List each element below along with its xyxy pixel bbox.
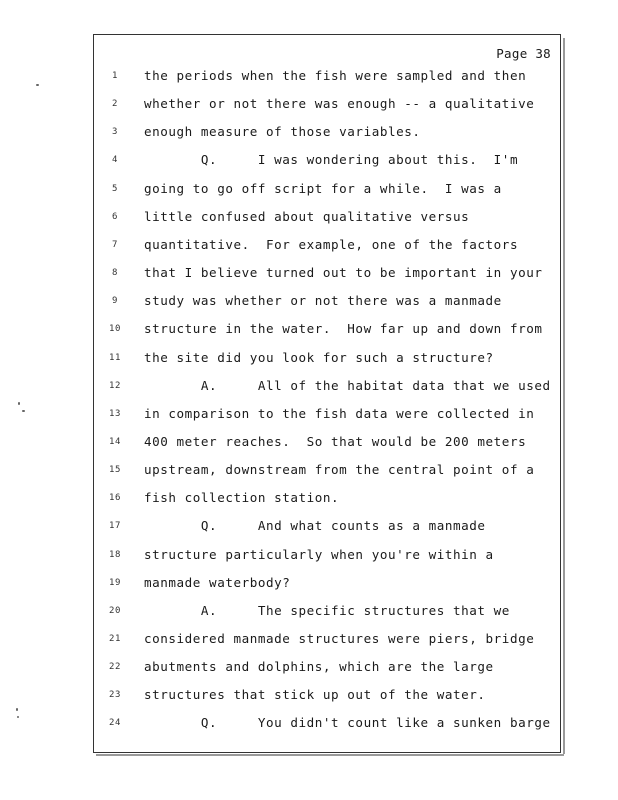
line-text: the site did you look for such a structure?: [144, 349, 494, 365]
transcript-line: [100, 629, 560, 649]
line-number: 16: [109, 493, 121, 504]
line-number: 20: [109, 605, 121, 616]
line-text: upstream, downstream from the central point of a: [144, 462, 535, 478]
line-text: structure particularly when you're within a: [144, 546, 494, 562]
page-border-shadow-right: [563, 38, 565, 754]
page-number-label: Page 38: [496, 46, 551, 61]
line-number: 8: [112, 268, 118, 279]
transcript-line: [100, 713, 560, 733]
transcript-line: [100, 404, 560, 424]
line-number: 11: [109, 352, 121, 363]
line-text: enough measure of those variables.: [144, 124, 421, 140]
scan-speck: [18, 402, 20, 405]
line-number: 4: [112, 155, 118, 166]
transcript-line: [100, 207, 560, 227]
transcript-line: [100, 179, 560, 199]
scan-speck: [22, 410, 25, 412]
line-number: 1: [112, 71, 118, 81]
line-number: 10: [109, 324, 121, 335]
line-text: going to go off script for a while. I was a: [144, 180, 502, 196]
transcript-line: [100, 516, 560, 536]
transcript-line: [100, 545, 560, 565]
scan-speck: [17, 716, 19, 718]
transcript-line: [100, 122, 560, 142]
transcript-line: [100, 263, 560, 283]
scan-speck: [16, 708, 18, 711]
transcript-line: [100, 657, 560, 677]
transcript-line: [100, 319, 560, 339]
line-number: 24: [109, 718, 121, 729]
transcript-line: [100, 488, 560, 508]
line-number: 6: [112, 211, 118, 222]
transcript-line: [100, 66, 560, 86]
line-number: 7: [112, 239, 118, 250]
line-text: A. All of the habitat data that we used: [144, 377, 551, 393]
line-text: study was whether or not there was a manmade: [144, 293, 502, 309]
transcript-line: [100, 235, 560, 255]
transcript-line: [100, 432, 560, 452]
line-text: Q. You didn't count like a sunken barge: [144, 715, 551, 731]
line-number: 23: [109, 690, 121, 701]
line-text: structure in the water. How far up and down from: [144, 321, 543, 337]
transcript-line: [100, 376, 560, 396]
line-number: 21: [109, 634, 121, 644]
line-text: abutments and dolphins, which are the large: [144, 659, 494, 675]
line-text: little confused about qualitative versus: [144, 208, 470, 224]
line-number: 18: [109, 549, 121, 560]
line-text: 400 meter reaches. So that would be 200 meters: [144, 433, 527, 449]
transcript-line: [100, 601, 560, 621]
line-text: A. The specific structures that we: [144, 602, 510, 618]
line-text: quantitative. For example, one of the factors: [144, 236, 519, 252]
transcript-line: [100, 348, 560, 368]
line-text: the periods when the fish were sampled and then: [144, 68, 527, 83]
line-text: Q. And what counts as a manmade: [144, 518, 486, 534]
scan-speck: [36, 84, 39, 86]
line-number: 19: [109, 577, 121, 588]
transcript-line: [100, 685, 560, 705]
page-border-shadow-bottom: [96, 754, 564, 756]
line-number: 15: [109, 465, 121, 476]
line-text: in comparison to the fish data were collected in: [144, 405, 535, 421]
transcript-line: [100, 150, 560, 170]
line-number: 12: [109, 380, 121, 391]
transcript-line: [100, 460, 560, 480]
line-text: Q. I was wondering about this. I'm: [144, 152, 519, 168]
line-number: 22: [109, 662, 121, 673]
line-text: manmade waterbody?: [144, 574, 291, 590]
transcript-line: [100, 291, 560, 311]
line-number: 9: [112, 296, 118, 307]
line-text: considered manmade structures were piers, bridge: [144, 631, 535, 646]
line-text: fish collection station.: [144, 490, 340, 506]
line-number: 17: [109, 521, 121, 532]
line-number: 13: [109, 408, 121, 419]
transcript-line: [100, 94, 560, 114]
line-text: whether or not there was enough -- a qualitative: [144, 96, 535, 112]
line-number: 14: [109, 436, 121, 447]
line-number: 3: [112, 127, 118, 138]
transcript-line: [100, 573, 560, 593]
line-number: 2: [112, 99, 118, 110]
line-text: structures that stick up out of the water.: [144, 687, 486, 703]
line-text: that I believe turned out to be important in your: [144, 265, 543, 281]
line-number: 5: [112, 183, 118, 194]
